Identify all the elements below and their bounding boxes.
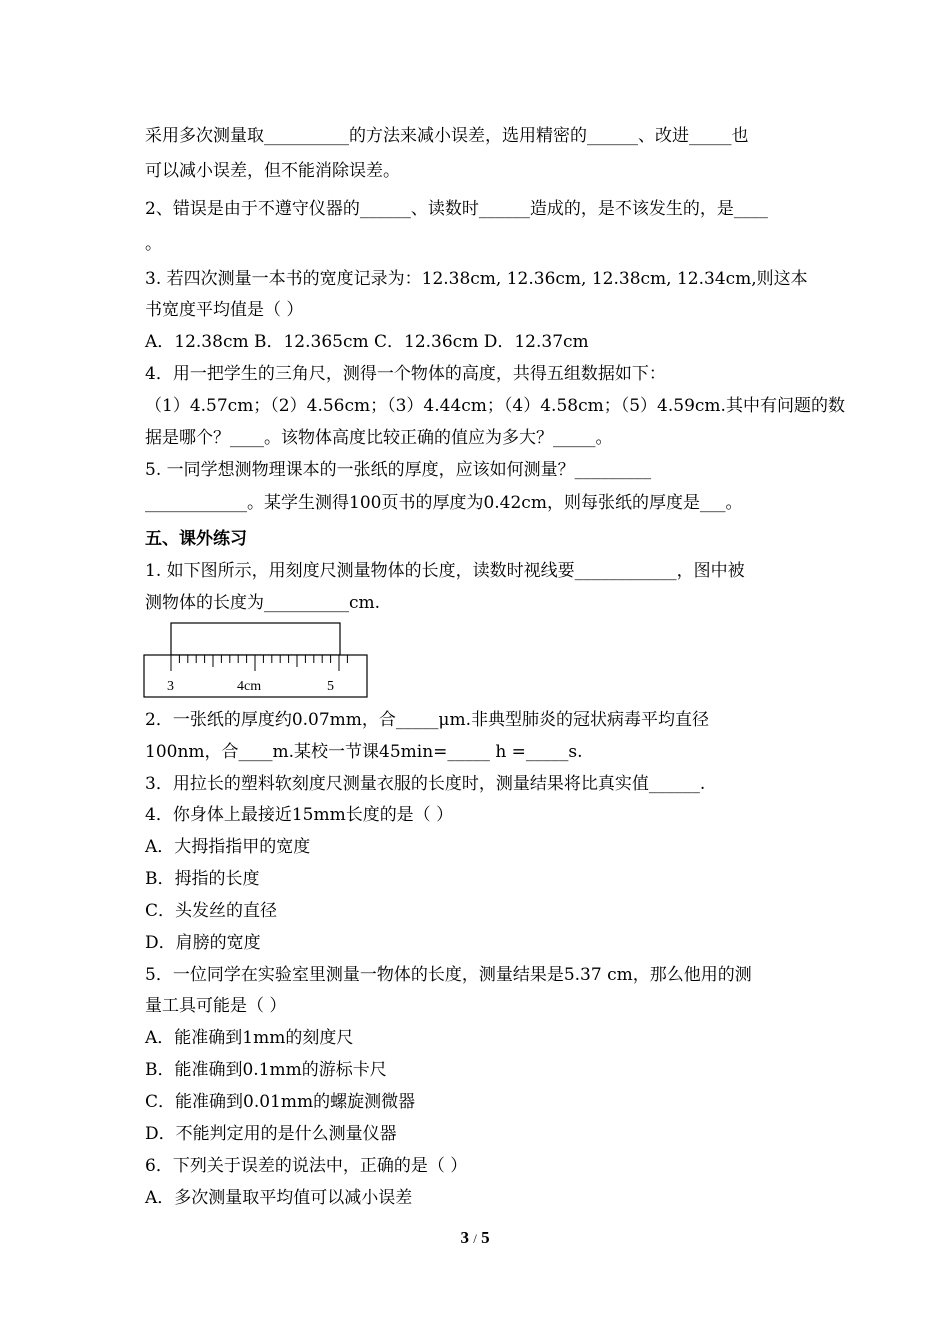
page-number [0,1228,950,1248]
ruler-label-5: 5 [327,679,334,694]
ruler-label-4cm: 4cm [237,679,262,694]
measured-object [171,623,340,655]
choice-d: D．不能判定用的是什么测量仪器 [145,1124,397,1144]
choice-line: A．12.38cm B．12.365cm C．12.36cm D．12.37cm [145,332,589,352]
exercise-3: 3．用拉长的塑料软刻度尺测量衣服的长度时，测量结果将比真实值______. [145,774,706,794]
text-line: 书宽度平均值是（ ） [145,300,304,320]
total-pages: 5 [481,1228,490,1247]
choice-a: A．大拇指指甲的宽度 [145,837,311,857]
page-separator: / [473,1231,477,1246]
section-heading: 五、课外练习 [145,529,247,549]
exercise-6: 6．下列关于误差的说法中，正确的是（ ） [145,1156,468,1176]
ruler-label-3: 3 [167,679,174,694]
ruler-figure [143,620,373,702]
text-line: （1）4.57cm；（2）4.56cm；（3）4.44cm；（4）4.58cm；（5）4.59cm.其中有问题的数 [145,396,845,416]
question-5: 5. 一同学想测物理课本的一张纸的厚度，应该如何测量？_________ [145,460,652,480]
choice-c: C．头发丝的直径 [145,901,278,921]
text-line: 100nm，合____m.某校一节课45min=_____ h =_____s. [145,742,583,762]
current-page: 3 [460,1228,469,1247]
text-line: 采用多次测量取__________的方法来减小误差，选用精密的______、改进_____也 [145,126,749,146]
choice-c: C．能准确到0.01mm的螺旋测微器 [145,1092,416,1112]
text-line: 2、错误是由于不遵守仪器的______、读数时______造成的，是不该发生的，是____ [145,199,768,219]
text-line: 。 [145,234,162,254]
exercise-5: 5．一位同学在实验室里测量一物体的长度，测量结果是5.37 cm，那么他用的测 [145,965,752,985]
question-3: 3. 若四次测量一本书的宽度记录为：12.38cm, 12.36cm, 12.38cm, 12.34cm,则这本 [145,269,808,289]
choice-a: A．能准确到1mm的刻度尺 [145,1028,354,1048]
choice-d: D．肩膀的宽度 [145,933,261,953]
text-line: 测物体的长度为__________cm. [145,593,381,613]
choice-a: A．多次测量取平均值可以减小误差 [145,1188,413,1208]
question-4: 4．用一把学生的三角尺，测得一个物体的高度，共得五组数据如下： [145,364,666,384]
choice-b: B．能准确到0.1mm的游标卡尺 [145,1060,387,1080]
text-line: 可以减小误差，但不能消除误差。 [145,161,400,181]
text-line: 据是哪个？____。该物体高度比较正确的值应为多大？_____。 [145,428,613,448]
text-line: 量工具可能是（ ） [145,996,287,1016]
choice-b: B．拇指的长度 [145,869,260,889]
text-line: ____________。某学生测得100页书的厚度为0.42cm，则每张纸的厚度是___。 [145,493,743,513]
exercise-1: 1. 如下图所示，用刻度尺测量物体的长度，读数时视线要____________，图中被 [145,561,745,581]
exercise-2: 2．一张纸的厚度约0.07mm，合_____μm.非典型肺炎的冠状病毒平均直径 [145,710,709,730]
ruler-diagram [143,620,373,702]
exercise-4: 4．你身体上最接近15mm长度的是（ ） [145,805,454,825]
